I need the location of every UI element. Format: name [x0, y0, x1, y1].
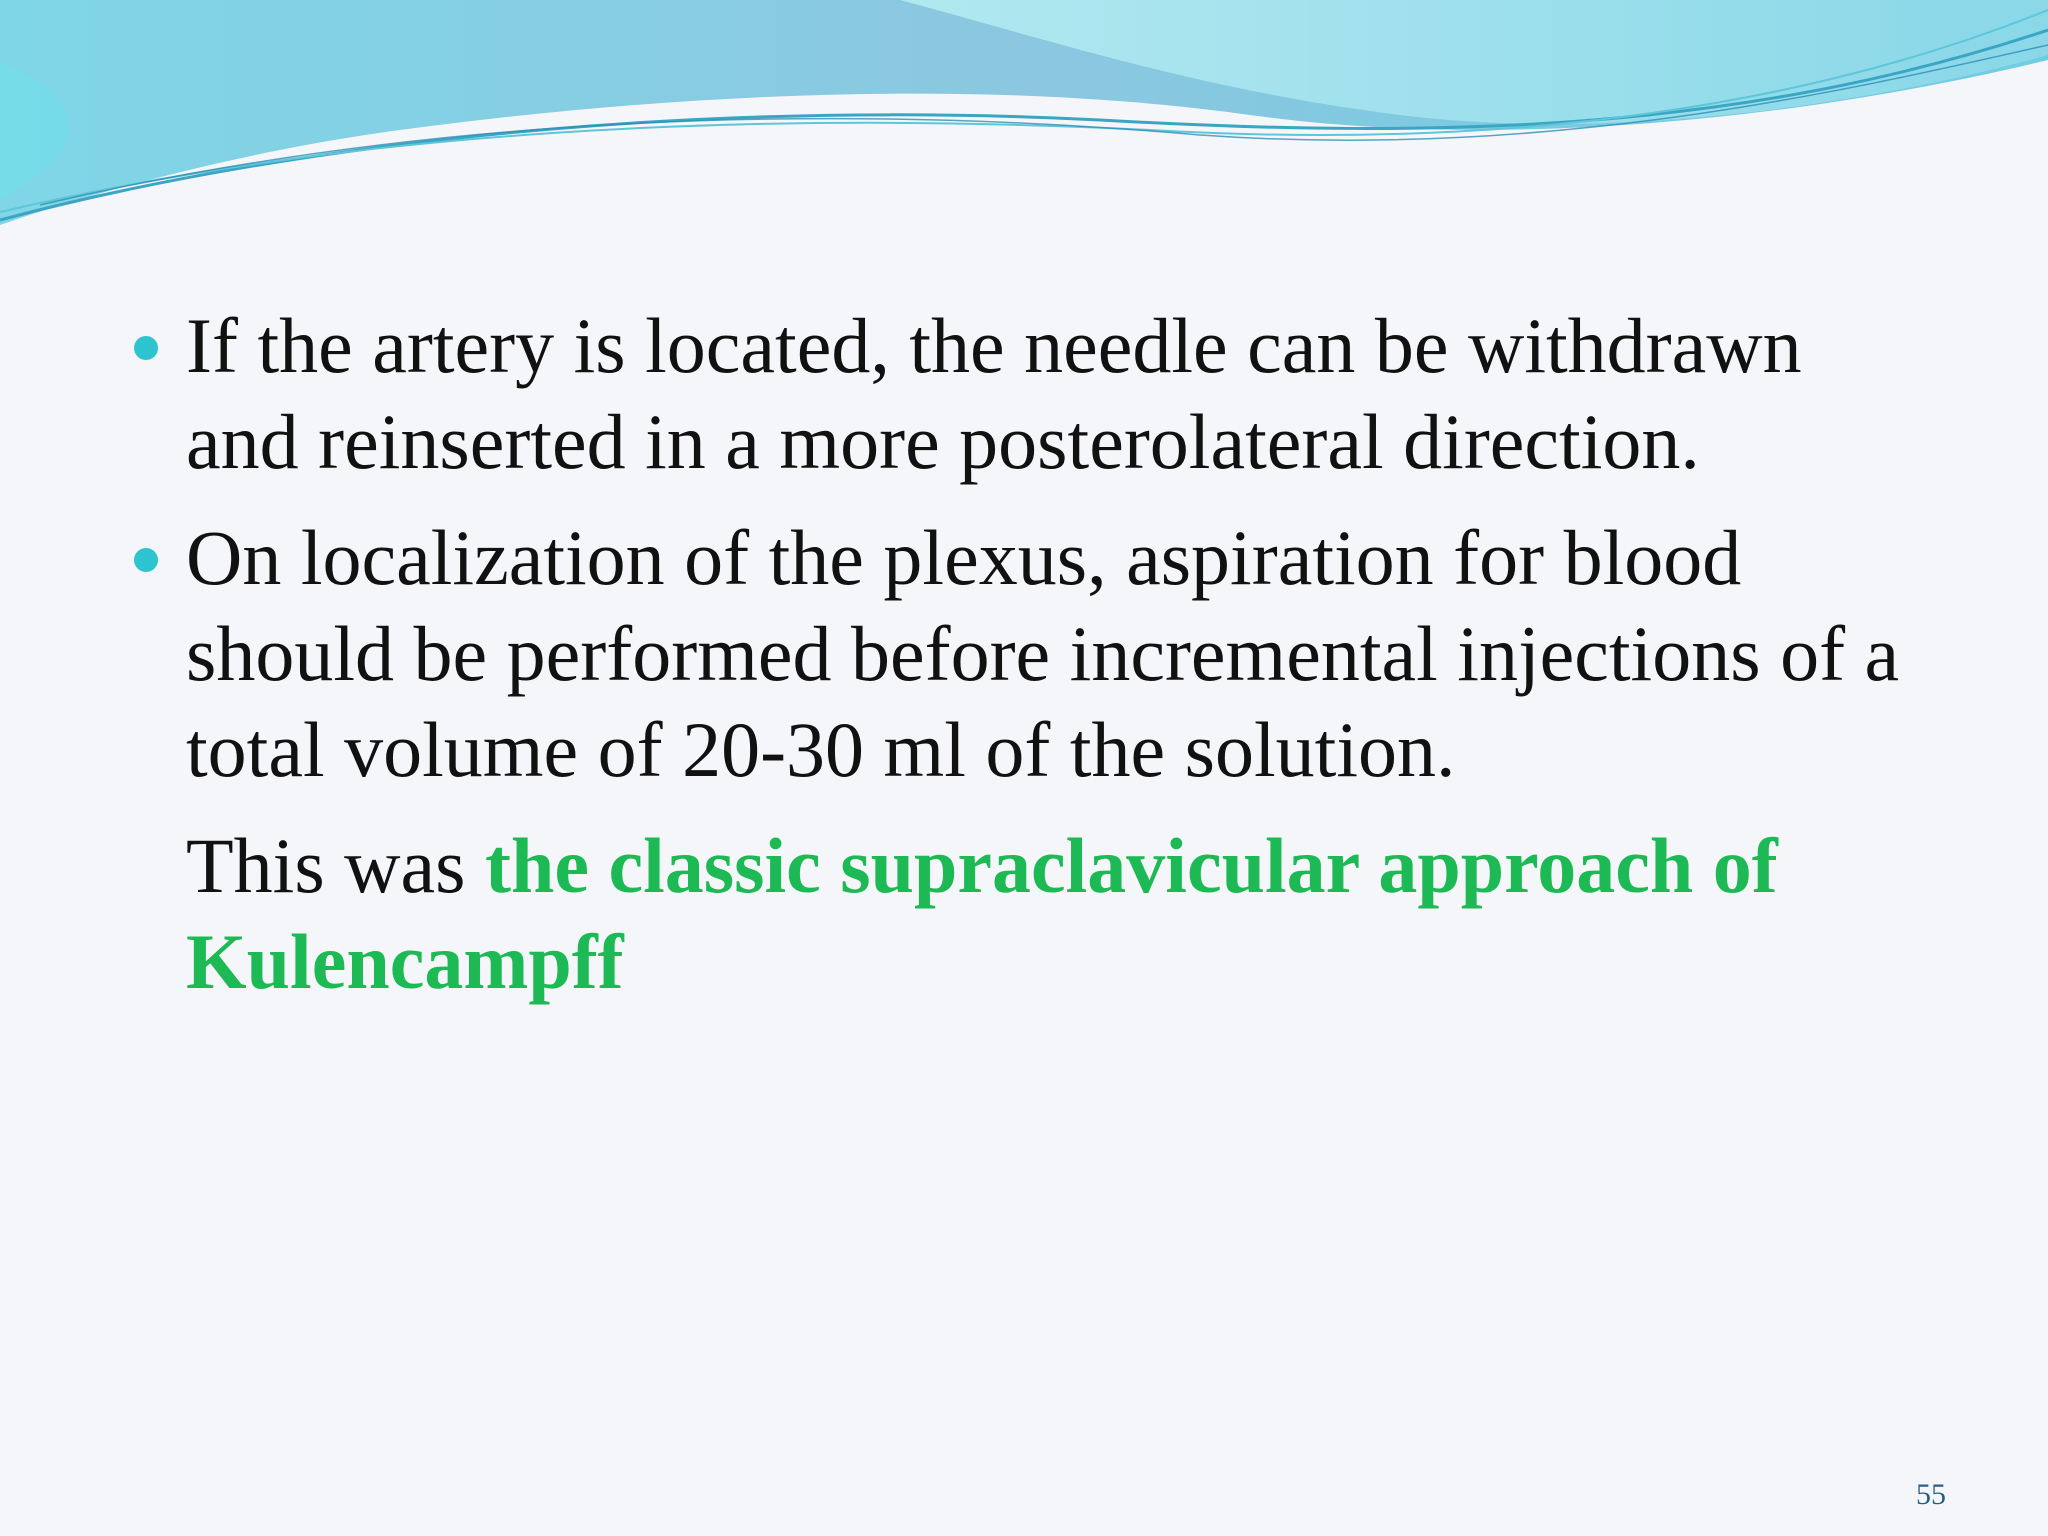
bullet-text-2: On localization of the plexus, aspiration for blood should be performed before incremental injections of a total volume of 20-30 ml of the solution.: [186, 514, 1900, 793]
bullet-item-1: [130, 298, 1930, 490]
bullet-item-2: [130, 510, 1930, 798]
note-highlight: the classic supraclavicular approach of Kulencampff: [186, 822, 1778, 1005]
bullet-text-1: If the artery is located, the needle can be withdrawn and reinserted in a more posterolateral direction.: [186, 302, 1802, 485]
summary-note: [130, 818, 1930, 1010]
bullet-dot-icon: [134, 548, 158, 572]
wave-header-decoration: [0, 0, 2048, 240]
page-number: 55: [1916, 1478, 1946, 1511]
note-prefix: This was: [186, 822, 485, 909]
slide-body: [130, 298, 1930, 1010]
bullet-dot-icon: [134, 336, 158, 360]
